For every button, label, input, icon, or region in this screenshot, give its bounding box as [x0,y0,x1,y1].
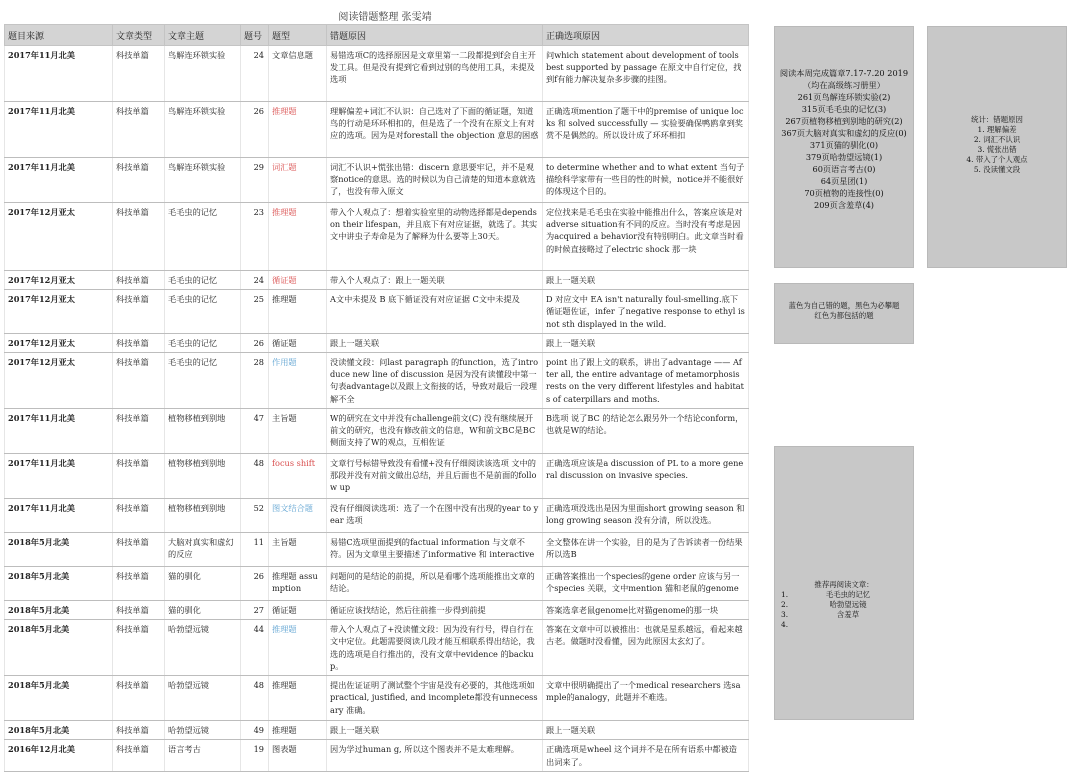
header-question-number: 题号 [241,25,269,46]
cell-article-topic: 毛毛虫的记忆 [165,290,241,334]
summary-line: 367页大脑对真实和虚幻的反应(0) [781,128,907,138]
cell-question-number: 11 [241,533,269,567]
cell-article-type: 科技单篇 [113,676,165,721]
cell-article-type: 科技单篇 [113,158,165,203]
cell-question-number: 27 [241,601,269,620]
cell-source: 2017年11月北美 [5,158,113,203]
header-article-type: 文章类型 [113,25,165,46]
cell-article-type: 科技单篇 [113,740,165,771]
cell-source: 2018年5月北美 [5,620,113,676]
cell-question-type: 循证题 [269,333,327,352]
table-row [5,676,749,721]
cell-correct-reason: 跟上一题关联 [543,271,749,290]
summary-line: （均在高级练习册里） [803,80,885,90]
summary-line: 64页星团(1) [820,176,868,186]
recommended-reading-box [774,446,914,720]
cell-source: 2017年11月北美 [5,46,113,102]
cell-article-type: 科技单篇 [113,102,165,158]
stats-line: 3. 慌张出错 [977,145,1017,154]
cell-question-number: 25 [241,290,269,334]
recommend-item [781,600,907,610]
cell-article-type: 科技单篇 [113,601,165,620]
cell-correct-reason: point 出了跟上文的联系，讲出了advantage —— After all, the entire advantage of metamorphosis rests on the very different lifestyles and habitats of caterpillars and moths. [543,353,749,409]
cell-question-type: 推理题 [269,620,327,676]
cell-source: 2017年11月北美 [5,409,113,454]
cell-article-topic: 语言考古 [165,740,241,771]
cell-question-number: 28 [241,353,269,409]
table-row [5,454,749,499]
document-title: 阅读错题整理 张雯靖 [338,12,432,23]
recommend-item-number: 3. [781,610,789,619]
table-row [5,158,749,203]
recommend-item-title: 哈勃望远镜 [829,600,867,609]
recommend-item [781,590,907,600]
cell-question-type: 图表题 [269,740,327,771]
cell-correct-reason: 正确选项是wheel 这个词并不是在所有语系中都被造出词来了。 [543,740,749,771]
cell-question-number: 48 [241,676,269,721]
cell-question-type: 作用题 [269,353,327,409]
cell-article-topic: 猫的驯化 [165,601,241,620]
cell-article-topic: 哈勃望远镜 [165,676,241,721]
summary-line: 261页鸟解连环锁实验(2) [797,92,891,102]
cell-question-number: 19 [241,740,269,771]
cell-correct-reason: 问which statement about development of tools best supported by passage 在原文中自行定位，找到f有能力解决复杂多步骤的挂图。 [543,46,749,102]
cell-correct-reason: 正确答案推出一个species的gene order 应该与另一个species 关联，文中mention 猫和老鼠的genome [543,567,749,601]
cell-article-topic: 植物移植到别地 [165,454,241,499]
cell-article-type: 科技单篇 [113,353,165,409]
cell-article-type: 科技单篇 [113,333,165,352]
cell-error-reason: 问题问的是结论的前提，所以是看哪个选项能推出文章的结论。 [327,567,543,601]
cell-error-reason: 跟上一题关联 [327,333,543,352]
cell-question-number: 29 [241,158,269,203]
error-table [4,24,749,772]
cell-article-type: 科技单篇 [113,203,165,271]
summary-line: 阅读本周完成篇章7.17-7.20 2019 [779,68,909,78]
cell-question-number: 47 [241,409,269,454]
recommend-item [781,610,907,620]
cell-error-reason: 词汇不认识+慌张出错：discern 意思要牢记，并不是观察notice的意思。选的时候以为自己清楚的知道本意就选了，也没有带入原文 [327,158,543,203]
legend-line: 红色为都包括的题 [814,311,874,320]
cell-article-type: 科技单篇 [113,454,165,499]
cell-question-type: 文章信息题 [269,46,327,102]
cell-error-reason: 带入个人观点了：跟上一题关联 [327,271,543,290]
cell-correct-reason: 跟上一题关联 [543,721,749,740]
cell-question-type: 推理题 [269,676,327,721]
cell-correct-reason: 正确选项mention了题干中的premise of unique locks 和 solved successfully — 实验要确保鸭鸥拿到奖赏不是偶然的。所以设计成了环环相扣 [543,102,749,158]
cell-source: 2017年12月亚太 [5,271,113,290]
recommend-item-title: 含羞草 [836,610,860,619]
cell-question-number: 23 [241,203,269,271]
cell-article-topic: 鸟解连环锁实验 [165,158,241,203]
cell-error-reason: 因为学过human g, 所以这个图表并不是太难理解。 [327,740,543,771]
cell-source: 2018年5月北美 [5,533,113,567]
recommend-item-title [813,620,907,630]
cell-article-type: 科技单篇 [113,533,165,567]
summary-line: 70页植物的连接性(0) [804,188,884,198]
summary-line: 267页植物移植到别地的研究(2) [785,116,903,126]
cell-article-topic: 哈勃望远镜 [165,620,241,676]
cell-question-type: 主旨题 [269,533,327,567]
cell-correct-reason: 答案选拿老鼠genome比对猫genome的那一块 [543,601,749,620]
cell-article-topic: 哈勃望远镜 [165,721,241,740]
stats-line: 统计：错题原因 [971,115,1023,124]
cell-question-number: 26 [241,102,269,158]
cell-source: 2018年5月北美 [5,601,113,620]
summary-line: 60页语言考古(0) [812,164,876,174]
cell-question-number: 49 [241,721,269,740]
cell-error-reason: 没有仔细阅读选项：选了一个在图中没有出现的year to year 选项 [327,499,543,533]
cell-article-topic: 毛毛虫的记忆 [165,271,241,290]
table-row [5,290,749,334]
error-statistics-box [927,26,1067,268]
table-body [5,46,749,772]
table-row [5,102,749,158]
cell-question-number: 24 [241,271,269,290]
cell-article-topic: 大脑对真实和虚幻的反应 [165,533,241,567]
table-row [5,601,749,620]
table-row [5,567,749,601]
recommend-list [781,590,907,630]
table-row [5,271,749,290]
cell-error-reason: 易错C选项里面提到的factual information 与文章不符。因为文章里主要描述了informative 和 interactive [327,533,543,567]
recommend-item-number: 1. [781,590,789,599]
cell-error-reason: 提出佐证证明了测试整个宇宙是没有必要的，其他选项如practical, justified, and incomplete都没有unnecessary 准确。 [327,676,543,721]
cell-article-type: 科技单篇 [113,620,165,676]
cell-error-reason: 易错选项C的选择原因是文章里第一二段都提到f会自主开发工具。但是没有提到它看到过别的鸟使用工具，未提及选项 [327,46,543,102]
recommend-item-title: 毛毛虫的记忆 [825,590,871,599]
cell-source: 2018年5月北美 [5,567,113,601]
summary-line: 209页含羞草(4) [814,200,874,210]
cell-article-topic: 毛毛虫的记忆 [165,333,241,352]
cell-question-type: focus shift [269,454,327,499]
cell-correct-reason: 正确选项应该是a discussion of PL to a more general discussion on invasive species. [543,454,749,499]
cell-article-topic: 毛毛虫的记忆 [165,203,241,271]
table-row [5,620,749,676]
stats-line: 5. 没读懂文段 [973,165,1021,174]
header-source: 题目来源 [5,25,113,46]
cell-question-type: 循证题 [269,601,327,620]
cell-question-number: 52 [241,499,269,533]
cell-correct-reason: 文章中很明确提出了一个medical researchers 选sample的analogy，此题并不难选。 [543,676,749,721]
cell-error-reason: 循证应该找结论，然后往前推一步得到前提 [327,601,543,620]
cell-error-reason: 带入个人观点了+没读懂文段：因为没有行号，得自行在文中定位。此题需要阅读几段才能互相联系得出结论，我选的选项是自行推出的，没有文章中evidence 的backup。 [327,620,543,676]
cell-question-type: 推理题 [269,721,327,740]
stats-line: 2. 词汇不认识 [973,135,1021,144]
cell-question-type: 推理题 [269,290,327,334]
table-row [5,46,749,102]
summary-line: 371页猫的驯化(0) [809,140,879,150]
cell-question-number: 26 [241,333,269,352]
cell-article-type: 科技单篇 [113,290,165,334]
recommend-item [781,620,907,630]
stats-line: 4. 带入了个人观点 [966,155,1028,164]
cell-error-reason: 带入个人观点了：想着实验室里的动物选择都是depends on their lifespan，并且底下有对应证据，就选了。其实文中讲虫子寿命是为了解释为什么要等上30天。 [327,203,543,271]
summary-line: 315页毛毛虫的记忆(3) [801,104,887,114]
cell-question-number: 44 [241,620,269,676]
table-row [5,333,749,352]
cell-error-reason: A文中未提及 B 底下循证没有对应证据 C文中未提及 [327,290,543,334]
error-table-container [4,24,748,767]
color-legend-box [774,283,914,344]
cell-source: 2017年12月亚太 [5,203,113,271]
recommend-item-number: 4. [781,620,789,629]
summary-line: 379页哈勃望远镜(1) [805,152,883,162]
recommend-item-number: 2. [781,600,789,609]
cell-article-topic: 植物移植到别地 [165,409,241,454]
cell-article-topic: 鸟解连环锁实验 [165,46,241,102]
cell-question-type: 图文结合题 [269,499,327,533]
cell-correct-reason: B选项 说了BC 的结论怎么跟另外一个结论conform，也就是W的结论。 [543,409,749,454]
cell-article-type: 科技单篇 [113,271,165,290]
cell-source: 2018年5月北美 [5,676,113,721]
cell-article-topic: 猫的驯化 [165,567,241,601]
cell-error-reason: 跟上一题关联 [327,721,543,740]
cell-question-type: 推理题 [269,203,327,271]
cell-article-type: 科技单篇 [113,499,165,533]
cell-article-type: 科技单篇 [113,721,165,740]
recommend-title: 推荐再阅读文章： [814,580,874,589]
weekly-summary-box [774,26,914,268]
cell-question-type: 推理题 assumption [269,567,327,601]
cell-correct-reason: to determine whether and to what extent 当句子描绘科学家带有一些目的性的时候，notice并不能很好的体现这个目的。 [543,158,749,203]
cell-correct-reason: 正确选项没选出是因为里面short growing season 和 long growing season 没有分清，所以没选。 [543,499,749,533]
table-row [5,721,749,740]
cell-error-reason: 没读懂文段：问last paragraph 的function，选了introduce new line of discussion 是因为没有读懂段中第一句表advantage以及跟上文衔接的话，导致对最后一段理解不全 [327,353,543,409]
header-correct-reason: 正确选项原因 [543,25,749,46]
cell-source: 2017年12月亚太 [5,353,113,409]
cell-question-number: 48 [241,454,269,499]
cell-article-topic: 毛毛虫的记忆 [165,353,241,409]
cell-source: 2017年11月北美 [5,499,113,533]
cell-source: 2016年12月北美 [5,740,113,771]
cell-source: 2017年12月亚太 [5,333,113,352]
cell-question-number: 24 [241,46,269,102]
header-question-type: 题型 [269,25,327,46]
cell-question-type: 词汇题 [269,158,327,203]
header-error-reason: 错题原因 [327,25,543,46]
cell-article-type: 科技单篇 [113,567,165,601]
table-row [5,740,749,771]
table-row [5,499,749,533]
table-row [5,203,749,271]
cell-article-topic: 鸟解连环锁实验 [165,102,241,158]
cell-error-reason: 理解偏差+词汇不认识：自己选对了下面的循证题，知道鸟的行动是环环相扣的，但是选了一个没有在原文上有对应的选项。因为是对forestall the objection 意思的困惑 [327,102,543,158]
cell-correct-reason: 答案在文章中可以被推出：也就是星系越远，看起来越古老。做题时没看懂，因为此原因太玄幻了。 [543,620,749,676]
cell-error-reason: W的研究在文中并没有challenge前文(C) 没有继续展开前文的研究，也没有修改前文的信息，W和前文BC是BC 侧面支持了W的观点，互相佐证 [327,409,543,454]
cell-article-topic: 植物移植到别地 [165,499,241,533]
cell-source: 2017年12月亚太 [5,290,113,334]
cell-correct-reason: D 对应文中 EA isn't naturally foul-smelling.底下循证题佐证，infer 了negative response to ethyl is not sth displayed in the wild. [543,290,749,334]
table-row [5,353,749,409]
cell-source: 2018年5月北美 [5,721,113,740]
stats-line: 1. 理解偏差 [977,125,1017,134]
table-row [5,409,749,454]
legend-line: 蓝色为自己错的题，黑色为必攀题 [788,301,900,310]
cell-source: 2017年11月北美 [5,102,113,158]
cell-correct-reason: 跟上一题关联 [543,333,749,352]
cell-article-type: 科技单篇 [113,409,165,454]
cell-article-type: 科技单篇 [113,46,165,102]
cell-source: 2017年11月北美 [5,454,113,499]
cell-question-type: 主旨题 [269,409,327,454]
cell-correct-reason: 定位找来是毛毛虫在实验中能推出什么，答案应该是对adverse situation有不同的反应。当时没有考虑是因为acquired a behavior没有特别明白。此文章当时看的时候直接略过了electric shock 那一块 [543,203,749,271]
cell-question-type: 推理题 [269,102,327,158]
table-row [5,533,749,567]
header-article-topic: 文章主题 [165,25,241,46]
cell-question-number: 26 [241,567,269,601]
table-header-row [5,25,749,46]
cell-error-reason: 文章行号标错导致没有看懂+没有仔细阅读该选项 文中的那段并没有对前文做出总结，并且后面也不是前面的follow up [327,454,543,499]
cell-question-type: 循证题 [269,271,327,290]
cell-correct-reason: 全文整体在讲一个实验，目的是为了告诉读者一份结果 所以选B [543,533,749,567]
